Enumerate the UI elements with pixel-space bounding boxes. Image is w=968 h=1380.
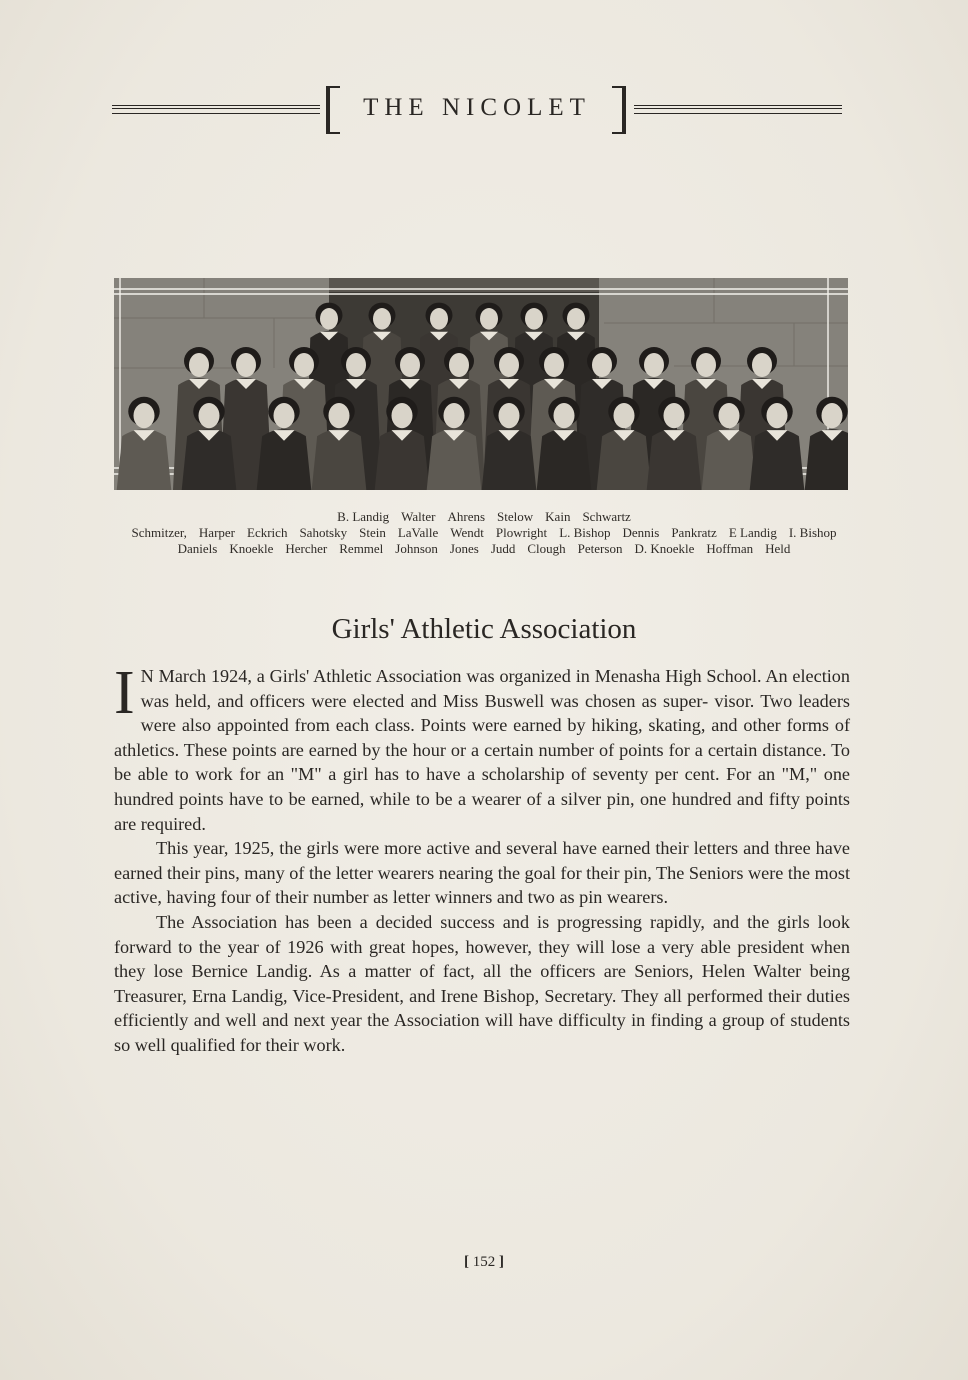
caption-name: Walter <box>401 509 436 524</box>
caption-name: Held <box>765 541 791 556</box>
caption-name: LaValle <box>397 525 439 540</box>
group-photo-illustration <box>114 278 848 490</box>
page-header <box>112 84 842 136</box>
header-rule-right <box>634 105 842 114</box>
paragraph-2: This year, 1925, the girls were more active and several have earned their letters and three have earned their pins, many of the letter wearers nearing the goal for their pin, The Seniors were the most active, having four of their number as letter winners and two as pin wearers. <box>114 838 851 908</box>
caption-name: Hercher <box>285 541 328 556</box>
header-bracket-open <box>326 86 340 134</box>
article-body <box>114 659 851 1058</box>
caption-name: Eckrich <box>247 525 288 540</box>
caption-name: Kain <box>545 509 571 524</box>
caption-name: Wendt <box>450 525 484 540</box>
caption-name: Johnson <box>395 541 438 556</box>
caption-name: Schmitzer, <box>131 525 187 540</box>
caption-name: Ahrens <box>447 509 486 524</box>
caption-name: Schwartz <box>582 509 631 524</box>
caption-name: Peterson <box>577 541 623 556</box>
caption-name: Dennis <box>622 525 660 540</box>
paragraph-1-text: N March 1924, a Girls' Athletic Association was organized in Menasha High School. An election was held, and officers were elected and Miss Buswell was chosen as super- visor. Two leaders were also appointed from each class. Points were earned by hiking, skating, and other forms of athletics. These points are earned by the hour or a certain number of points for a certain distance. To be able to work for an "M" a girl has to have a scholarship of seventy per cent. For an "M," one hundred points have to be earned, while to be a wearer of a silver pin, one hundred and fifty points are required. <box>114 666 850 834</box>
caption-name: Remmel <box>339 541 384 556</box>
drop-cap: I <box>114 659 135 727</box>
caption-name: Judd <box>490 541 516 556</box>
caption-name: B. Landig <box>337 509 390 524</box>
header-title: THE NICOLET <box>363 94 591 121</box>
caption-name: Stein <box>359 525 386 540</box>
caption-name: Clough <box>527 541 566 556</box>
caption-name: I. Bishop <box>788 525 837 540</box>
caption-name: L. Bishop <box>559 525 611 540</box>
header-bracket-close <box>612 86 626 134</box>
caption-name: Daniels <box>177 541 218 556</box>
header-rule-left <box>112 105 320 114</box>
caption-row-1 <box>100 509 868 525</box>
caption-name: Harper <box>198 525 236 540</box>
paragraph-3: The Association has been a decided success and is progressing rapidly, and the girls look forward to the year of 1926 with great hopes, however, they will lose a very able president when they lose Bernice Landig. As a matter of fact, all the officers are Seniors, Helen Walter being Treasurer, Erna Landig, Vice-President, and Irene Bishop, Secretary. They all performed their duties efficiently and well and next year the Association will have difficulty in finding a group of students so well qualified for their work. <box>114 911 850 1055</box>
page-number <box>0 1254 968 1271</box>
page-number-value: 152 <box>472 1254 496 1270</box>
caption-name: Hoffman <box>706 541 754 556</box>
caption-row-3 <box>100 541 868 557</box>
paragraph-1 <box>114 659 850 836</box>
caption-name: Jones <box>449 541 479 556</box>
page-number-bracket-open: [ <box>464 1254 469 1270</box>
caption-name: E Landig <box>728 525 777 540</box>
group-photo <box>114 278 848 490</box>
caption-name: Pankratz <box>671 525 717 540</box>
caption-name: Stelow <box>497 509 534 524</box>
page-number-bracket-close: ] <box>499 1254 504 1270</box>
caption-row-2 <box>100 525 868 541</box>
caption-name: Plowright <box>495 525 548 540</box>
caption-name: Sahotsky <box>299 525 348 540</box>
article-title: Girls' Athletic Association <box>331 613 637 645</box>
caption-name: D. Knoekle <box>634 541 695 556</box>
caption-name: Knoekle <box>229 541 274 556</box>
